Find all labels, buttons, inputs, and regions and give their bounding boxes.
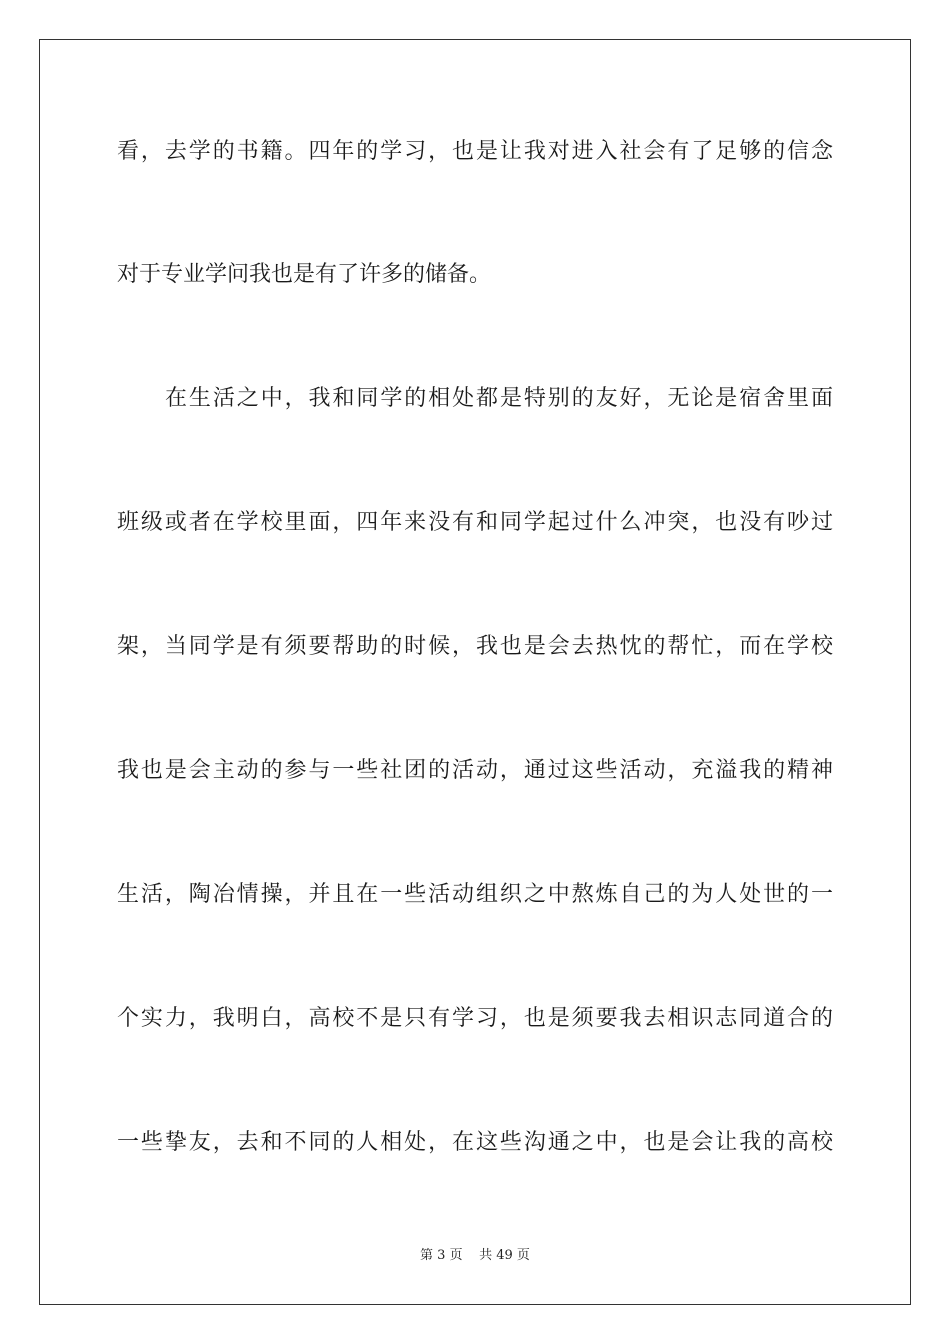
paragraph-line: 个实力，我明白，高校不是只有学习，也是须要我去相识志同道合的 (117, 1006, 833, 1031)
paragraph-line: 架，当同学是有须要帮助的时候，我也是会去热忱的帮忙，而在学校 (117, 634, 833, 659)
page-number: 第 3 页 (420, 1248, 463, 1263)
paragraph-line: 在生活之中，我和同学的相处都是特别的友好，无论是宿舍里面 (165, 386, 833, 411)
paragraph-line: 我也是会主动的参与一些社团的活动，通过这些活动，充溢我的精神 (117, 758, 833, 783)
paragraph-line: 一些挚友，去和不同的人相处，在这些沟通之中，也是会让我的高校 (117, 1130, 833, 1155)
page-frame (39, 39, 911, 1305)
page-footer (0, 1247, 950, 1265)
paragraph-line: 班级或者在学校里面，四年来没有和同学起过什么冲突，也没有吵过 (117, 510, 833, 535)
page-total: 共 49 页 (479, 1248, 530, 1263)
paragraph-line: 对于专业学问我也是有了许多的储备。 (117, 262, 492, 287)
paragraph-line: 看，去学的书籍。四年的学习，也是让我对进入社会有了足够的信念 (117, 139, 833, 164)
paragraph-line: 生活，陶冶情操，并且在一些活动组织之中熬炼自己的为人处世的一 (117, 882, 833, 907)
